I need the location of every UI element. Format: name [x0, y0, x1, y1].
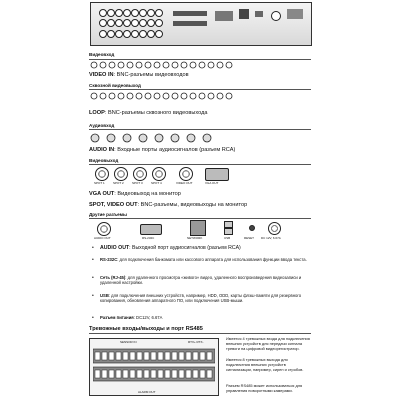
- spot1-label: SPOT 1: [94, 181, 105, 185]
- video-in-connectors: [89, 60, 239, 70]
- loop-label: LOOP: [89, 110, 105, 116]
- rs232-connector-label: RS-232C: [142, 236, 155, 240]
- usb-text: : для подключения внешних устройств, например, HDD, ODD, карты флэш-памяти для резервного копирования, обновления аппаратного ПО, или подключения USB-мыши.: [100, 293, 302, 304]
- network-connector-label: NETWORK: [187, 236, 203, 240]
- audio-out-connector-label: AUDIO OUT: [94, 236, 111, 240]
- video-in-label: VIDEO IN: [89, 72, 114, 78]
- vga-text: : Видеовыход на монитор: [114, 191, 181, 197]
- bullet-icon: •: [92, 245, 94, 251]
- spot3-connector: [133, 167, 147, 181]
- bullet-icon: •: [92, 315, 94, 321]
- video-in-description: [89, 72, 189, 78]
- terminal-block-drawing: [93, 347, 215, 387]
- bnc-connector: [155, 30, 163, 38]
- power-connector-label: DC 12V, 6.67A: [261, 236, 281, 240]
- usb-connector-1: [224, 221, 233, 228]
- divider: [89, 164, 311, 165]
- usb-connector-label: USB: [224, 236, 231, 240]
- usb-port: [255, 11, 263, 17]
- power-label: Разъем питания: [100, 315, 134, 320]
- vga-connector: [205, 168, 229, 181]
- bnc-connector: [155, 19, 163, 27]
- alarm-heading: Тревожные входы/выходы и порт RS485: [89, 326, 203, 332]
- spot-label: SPOT, VIDEO OUT: [89, 202, 138, 208]
- network-connector: [190, 220, 206, 236]
- usb-label: USB: [100, 293, 109, 298]
- audio-out-text: : Выходной порт аудиосигналов (разъем RCA): [129, 245, 241, 251]
- bnc-connector: [131, 19, 139, 27]
- vga-label: VGA OUT: [89, 191, 115, 197]
- bnc-connector: [147, 19, 155, 27]
- rs232-text: : для подключения банкомата или кассового аппарата для использования функции ввода текста.: [117, 257, 307, 262]
- power-text: : DC12V, 6.67A: [133, 315, 163, 320]
- bnc-connector: [123, 19, 131, 27]
- rs232-connector: [140, 224, 162, 235]
- rs485-text: Разъем RS485 может использоваться для управления поворотными камерами.: [226, 383, 303, 393]
- bnc-connector: [147, 9, 155, 17]
- video-in-text: : BNC-разъемы видеовходов: [113, 72, 189, 78]
- spot4-label: SPOT 4: [151, 181, 162, 185]
- terminal-block: [173, 11, 207, 16]
- divider: [89, 89, 311, 90]
- bullet-icon: •: [92, 293, 94, 299]
- spot1-connector: [95, 167, 109, 181]
- rs232-label: RS-232C: [100, 257, 118, 262]
- reset-button: [249, 225, 255, 231]
- vga-out-label: VGA OUT: [205, 181, 219, 185]
- bnc-connector: [123, 30, 131, 38]
- fan-grill: [287, 9, 303, 19]
- divider: [89, 218, 311, 219]
- video-out-label: VIDEO OUT: [176, 181, 193, 185]
- bnc-connector: [139, 30, 147, 38]
- bnc-connector: [115, 30, 123, 38]
- audio-in-heading: Аудиовход: [89, 123, 115, 128]
- spot2-label: SPOT 2: [113, 181, 124, 185]
- bnc-connector: [131, 9, 139, 17]
- audio-in-text: : Входные порты аудиосигналов (разъем RCA): [114, 147, 236, 153]
- bullet-icon: •: [92, 257, 94, 263]
- bnc-connector: [107, 19, 115, 27]
- rs485-label: RTX+ RTX-: [188, 340, 204, 344]
- loop-heading: Сквозной видеовыход: [89, 83, 141, 88]
- alarm-inputs-text: Имеется 4 тревожных входа для подключения внешних устройств для передачи сигнала тревоги на цифровой видеорегистратор.: [226, 336, 310, 351]
- other-heading: Другие разъемы: [89, 212, 127, 217]
- rear-panel-image: [90, 2, 312, 46]
- divider: [89, 129, 311, 130]
- alarm-terminal-diagram: [89, 338, 219, 396]
- power-description: [100, 315, 310, 320]
- power-jack: [271, 11, 281, 21]
- network-port: [239, 9, 249, 19]
- spot-description: [89, 202, 247, 208]
- vga-port: [215, 11, 233, 21]
- usb-description: [100, 293, 310, 304]
- video-out-connector: [179, 167, 193, 181]
- bullet-icon: •: [92, 275, 94, 281]
- spot3-label: SPOT 3: [132, 181, 143, 185]
- network-description: [100, 275, 310, 286]
- audio-out-connector: [97, 222, 111, 236]
- bnc-connector: [107, 30, 115, 38]
- video-out-heading: Видеовыход: [89, 158, 119, 163]
- sensor-in-label: SENSOR IN: [120, 340, 137, 344]
- power-connector: [268, 222, 281, 235]
- bnc-connector: [115, 19, 123, 27]
- loop-text: : BNC-разъемы сквозного видеовыхода: [104, 110, 208, 116]
- bnc-connector: [123, 9, 131, 17]
- video-in-heading: Видеовход: [89, 52, 115, 57]
- bnc-connector: [147, 30, 155, 38]
- bnc-connector: [107, 9, 115, 17]
- bnc-connector: [139, 19, 147, 27]
- audio-out-label: AUDIO OUT: [100, 245, 130, 251]
- loop-connectors: [89, 91, 239, 101]
- spot-text: : BNC-разъемы, видеовыходы на монитор: [137, 202, 248, 208]
- bnc-connector: [155, 9, 163, 17]
- audio-in-connectors: [89, 131, 219, 145]
- vga-description: [89, 191, 181, 197]
- network-text: : для удаленного просмотра «живого» видео, удаленного воспроизведения видеозаписи и удаленной настройки.: [100, 275, 302, 286]
- loop-description: [89, 110, 208, 116]
- bnc-connector: [115, 9, 123, 17]
- bnc-connector: [99, 30, 107, 38]
- usb-connector-2: [224, 228, 233, 235]
- bnc-connector: [131, 30, 139, 38]
- alarm-out-label: ALARM OUT: [138, 390, 156, 394]
- spot2-connector: [114, 167, 128, 181]
- spot4-connector: [152, 167, 166, 181]
- bnc-connector: [139, 9, 147, 17]
- bnc-connector: [99, 9, 107, 17]
- reset-label: RESET: [244, 236, 255, 240]
- rs232-description: [100, 257, 310, 262]
- bnc-connector: [99, 19, 107, 27]
- divider: [89, 333, 311, 334]
- audio-in-label: AUDIO IN: [89, 147, 115, 153]
- alarm-outputs-text: Имеется 8 тревожных выхода для подключения внешних устройств сигнализации, например, сирен и стробов.: [226, 357, 304, 372]
- audio-in-description: [89, 147, 235, 153]
- audio-out-description: [100, 245, 241, 251]
- terminal-block: [173, 21, 207, 26]
- network-label: Сеть (RJ-45): [100, 275, 126, 280]
